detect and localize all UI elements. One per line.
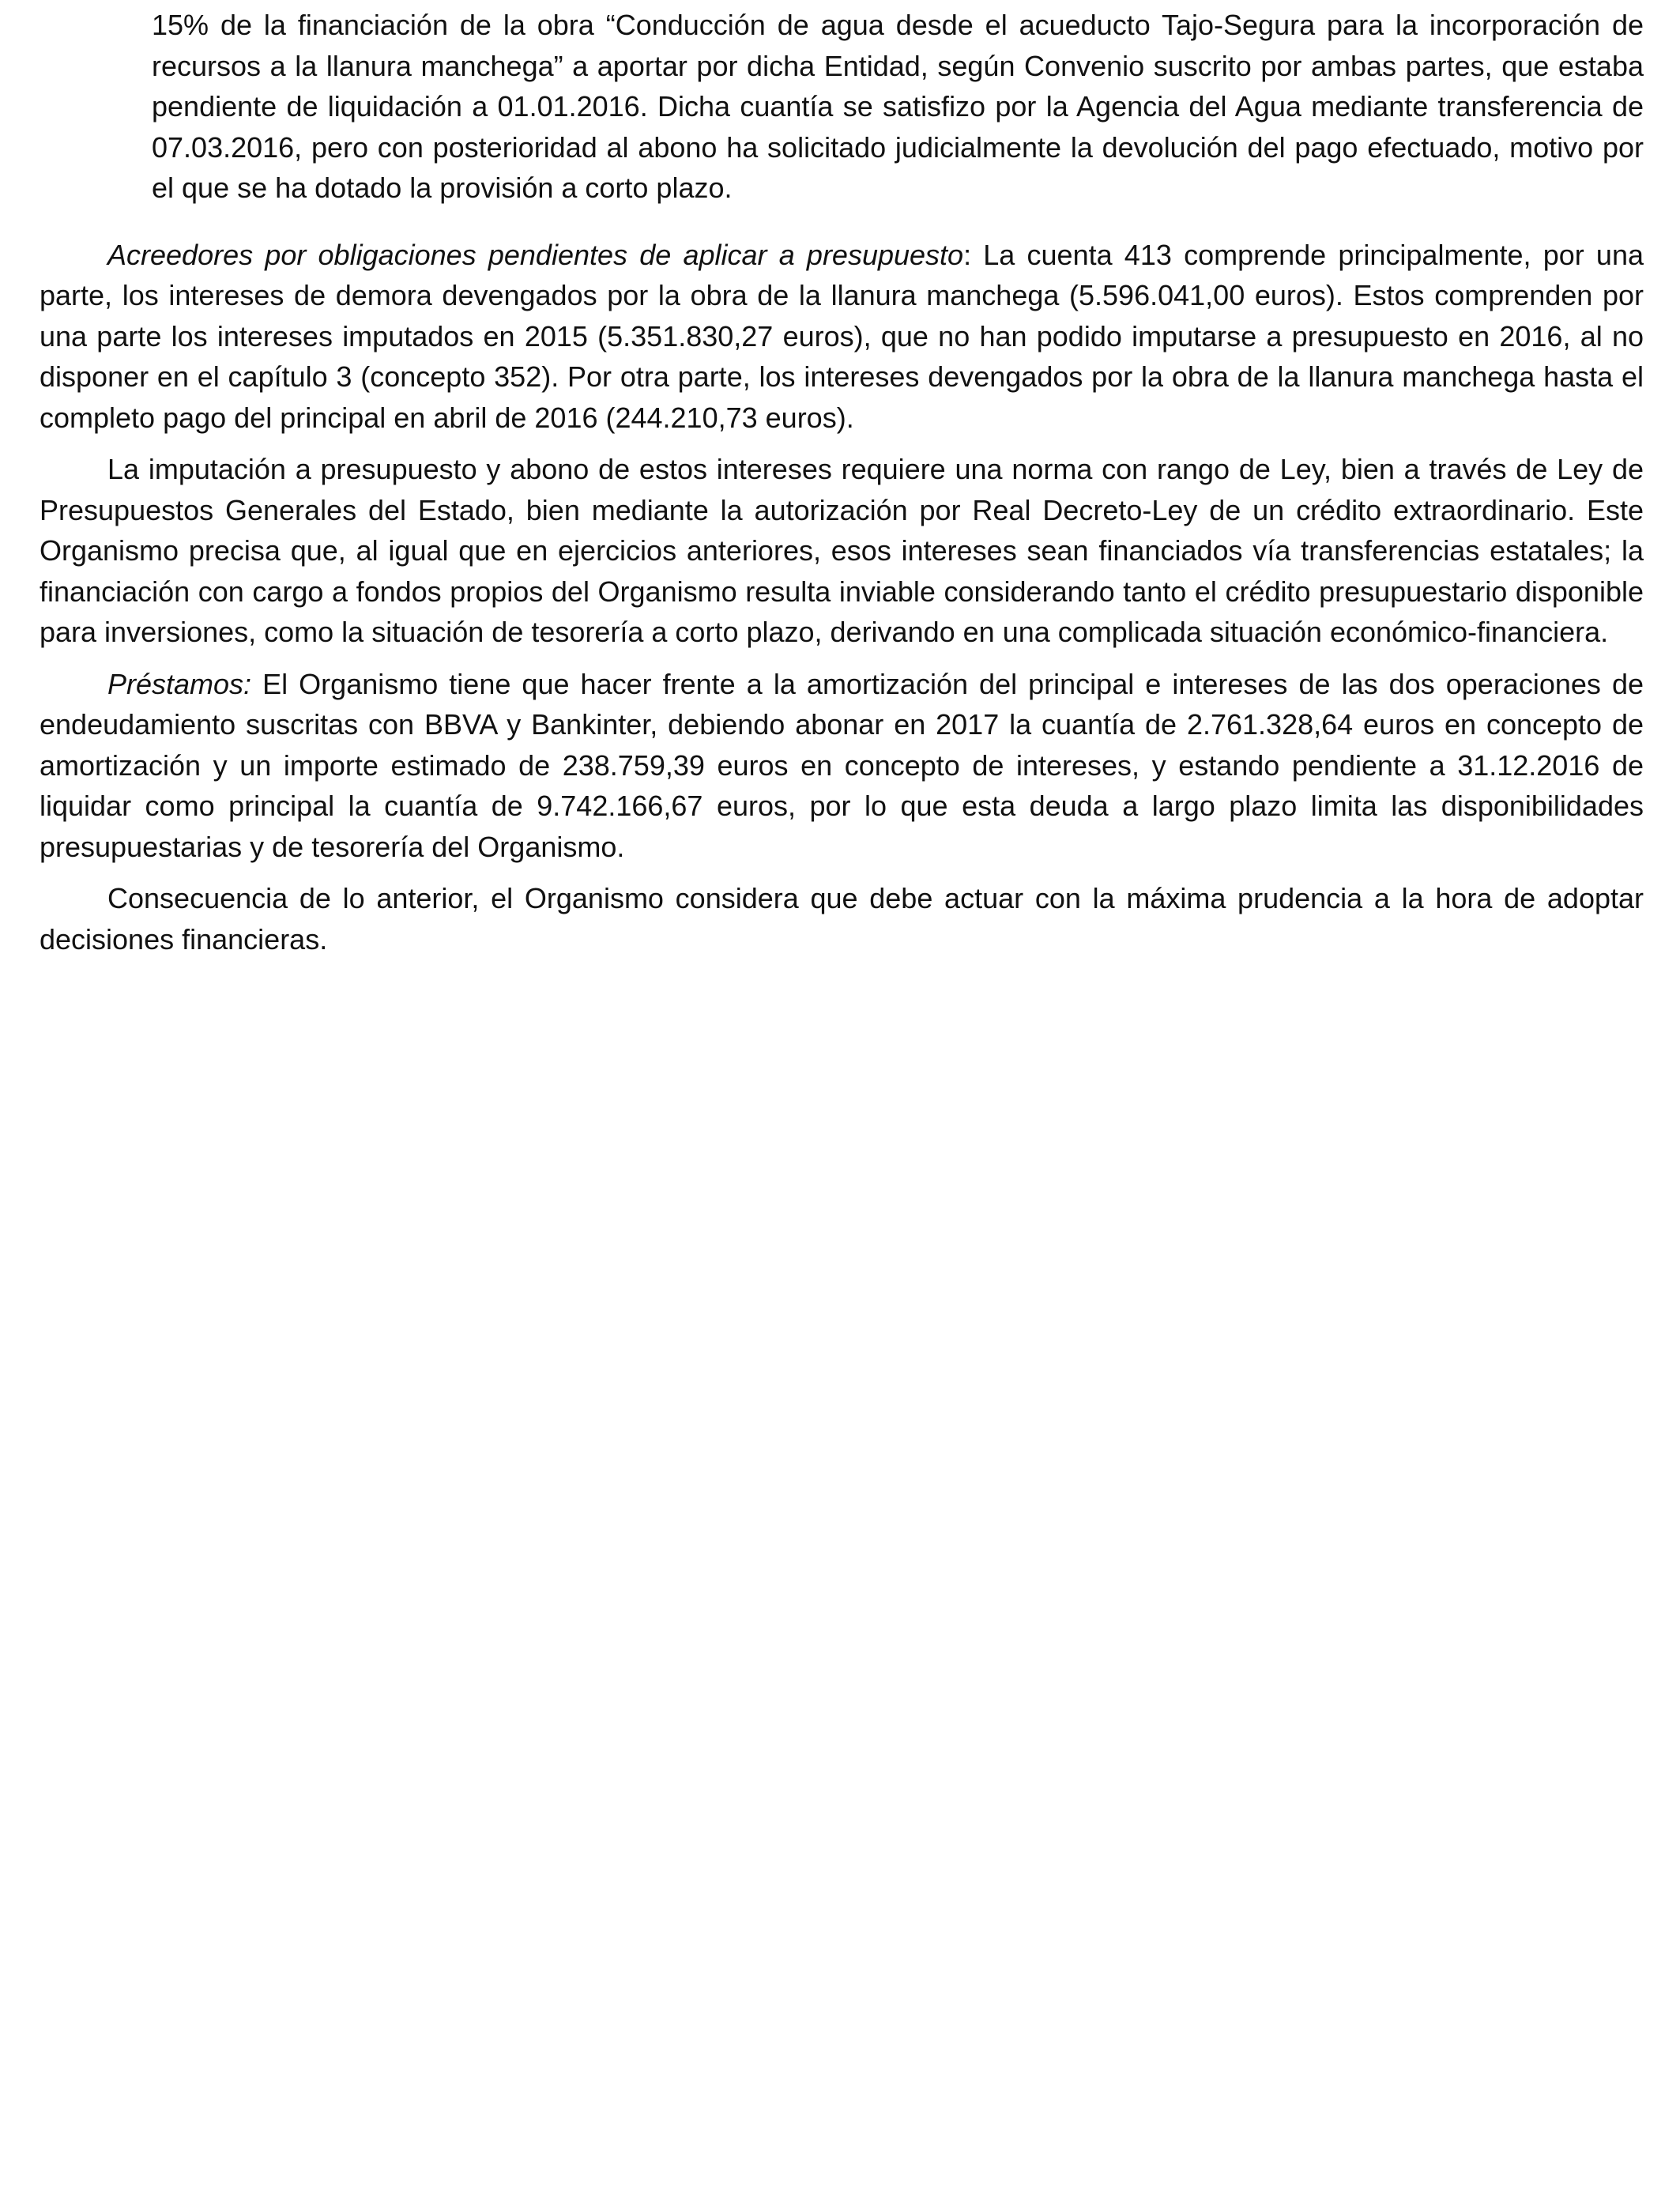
paragraph-text: : La cuenta 413 comprende principalmente, por una parte, los intereses de demora devengados por la obra de la llanura manchega (5.596.041,00 euros). Estos comprenden por una parte los intereses imputados en 2015 (5.351.830,27 euros), que no han podido imputarse a presupuesto en 2016, al no disponer en el capítulo 3 (concepto 352). Por otra parte, los intereses devengados por la obra de la llanura manchega hasta el completo pago del principal en abril de 2016 (244.210,73 euros). [40, 238, 1644, 434]
paragraph-provision-continuation [152, 5, 1644, 209]
paragraph-lead-prestamos: Préstamos: [107, 667, 252, 700]
paragraph-lead-acreedores: Acreedores por obligaciones pendientes de aplicar a presupuesto [107, 238, 964, 271]
paragraph-consecuencia [40, 878, 1644, 959]
document-page [40, 5, 1644, 959]
paragraph-text: La imputación a presupuesto y abono de estos intereses requiere una norma con rango de Ley, bien a través de Ley de Presupuestos Generales del Estado, bien mediante la autorización por Real Decreto-Ley de un crédito extraordinario. Este Organismo precisa que, al igual que en ejercicios anteriores, esos intereses sean financiados vía transferencias estatales; la financiación con cargo a fondos propios del Organismo resulta inviable considerando tanto el crédito presupuestario disponible para inversiones, como la situación de tesorería a corto plazo, derivando en una complicada situación económico-financiera. [40, 453, 1644, 648]
paragraph-text: 15% de la financiación de la obra “Conducción de agua desde el acueducto Tajo-Segura para la incorporación de recursos a la llanura manchega” a aportar por dicha Entidad, según Convenio suscrito por ambas partes, que estaba pendiente de liquidación a 01.01.2016. Dicha cuantía se satisfizo por la Agencia del Agua mediante transferencia de 07.03.2016, pero con posterioridad al abono ha solicitado judicialmente la devolución del pago efectuado, motivo por el que se ha dotado la provisión a corto plazo. [152, 9, 1644, 204]
paragraph-text: Consecuencia de lo anterior, el Organismo considera que debe actuar con la máxima prudencia a la hora de adoptar decisiones financieras. [40, 882, 1644, 956]
paragraph-acreedores [40, 235, 1644, 439]
paragraph-prestamos [40, 664, 1644, 868]
paragraph-imputacion [40, 449, 1644, 653]
paragraph-text: El Organismo tiene que hacer frente a la amortización del principal e intereses de las dos operaciones de endeudamiento suscritas con BBVA y Bankinter, debiendo abonar en 2017 la cuantía de 2.761.328,64 euros en concepto de amortización y un importe estimado de 238.759,39 euros en concepto de intereses, y estando pendiente a 31.12.2016 de liquidar como principal la cuantía de 9.742.166,67 euros, por lo que esta deuda a largo plazo limita las disponibilidades presupuestarias y de tesorería del Organismo. [40, 667, 1644, 863]
